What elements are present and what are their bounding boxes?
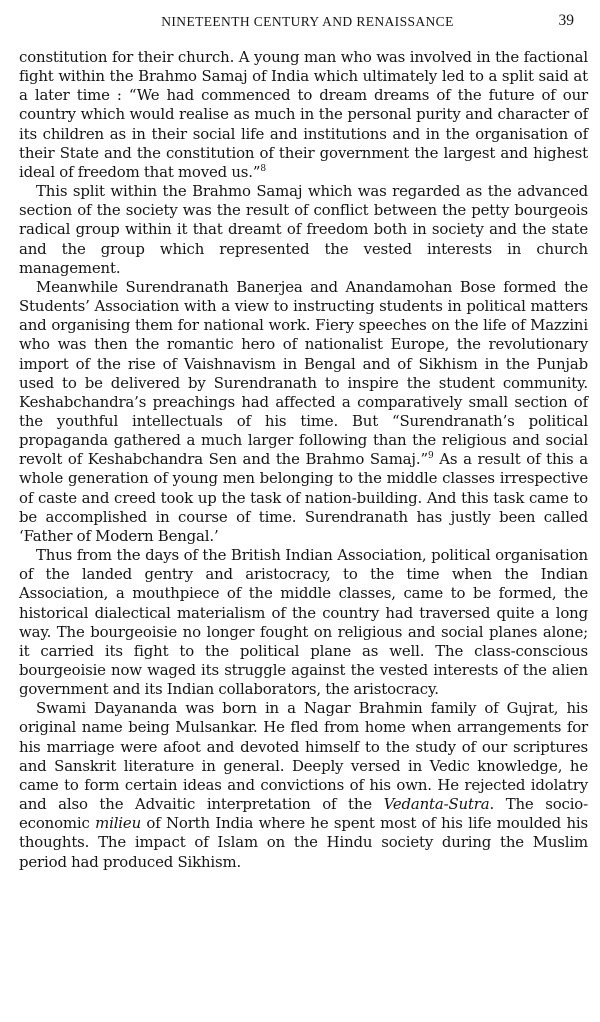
body-text	[19, 48, 588, 872]
paragraph-2-text: This split within the Brahmo Samaj which was regarded as the advanced section of the society was the result of conflict between the petty bourgeois radical group within it that dreamt of freedom both in society and the state and the group which represented the vested interests in church management.	[19, 182, 588, 277]
italic-milieu: milieu	[95, 814, 142, 833]
paragraph-5-text-b: . The socio-economic	[19, 795, 589, 833]
italic-vedanta-sutra: Vedanta-Sutra	[383, 795, 490, 814]
paragraph-5	[19, 699, 588, 871]
paragraph-5-text-a: Swami Dayananda was born in a Nagar Brahmin family of Gujrat, his original name being Mulsankar. He fled from home when arrangements for his marriage were afoot and devoted himself to the study of our scriptures and Sanskrit literature in general. Deeply versed in Vedic knowledge, he came to form certain ideas and convictions of his own. He rejected idolatry and also the Advaitic interpretation of the	[19, 699, 588, 814]
footnote-ref-8: 8	[260, 163, 266, 174]
paragraph-4-text: Thus from the days of the British Indian Association, political organisation of the landed gentry and aristocracy, to the time when the Indian Association, a mouthpiece of the middle classes, came to be formed, the historical dialectical materialism of the country had traversed quite a long way. The bourgeoisie no longer fought on religious and social planes alone; it carried its fight to the political plane as well. The class-conscious bourgeoisie now waged its struggle against the vested interests of the alien government and its Indian collaborators, the aristocracy.	[19, 546, 588, 699]
paragraph-2	[19, 182, 588, 278]
paragraph-3	[19, 278, 588, 546]
page-number: 39	[558, 12, 574, 29]
paragraph-1-text: constitution for their church. A young man who was involved in the factional fight within the Brahmo Samaj of India which ultimately led to a split said at a later time : “We had commenced to dream dreams of the future of our country which would realise as much in the personal purity and character of its children as in their social life and institutions and in the organisation of their State and the constitution of their government the largest and highest ideal of freedom that moved us.”	[19, 48, 588, 181]
running-title: NINETEENTH CENTURY AND RENAISSANCE	[161, 14, 454, 29]
paragraph-3-text-a: Meanwhile Surendranath Banerjea and Anandamohan Bose formed the Students’ Association with a view to instructing students in political matters and organising them for national work. Fiery speeches on the life of Mazzini who was then the romantic hero of nationalist Europe, the revolutionary import of the rise of Vaishnavism in Bengal and of Sikhism in the Punjab used to be delivered by Surendranath to inspire the student community. Keshabchandra’s preachings had affected a comparatively small section of the youthful intellectuals of his time. But “Surendranath’s political propaganda gathered a much larger following than the religious and social revolt of Keshabchandra Sen and the Brahmo Samaj.”	[19, 277, 588, 469]
paragraph-5-text-c: of North India where he spent most of his life moulded his thoughts. The impact of Islam on the Hindu society during the Muslim period had produced Sikhism.	[19, 814, 588, 871]
running-header	[19, 11, 588, 37]
paragraph-3-text-b: As a result of this a whole generation of young men belonging to the middle classes irrespective of caste and creed took up the task of nation-building. And this task came to be accomplished in course of time. Surendranath has justly been called ‘Father of Modern Bengal.’	[19, 450, 588, 545]
paragraph-4	[19, 546, 588, 699]
footnote-ref-9: 9	[427, 451, 434, 462]
paragraph-1	[19, 48, 588, 182]
